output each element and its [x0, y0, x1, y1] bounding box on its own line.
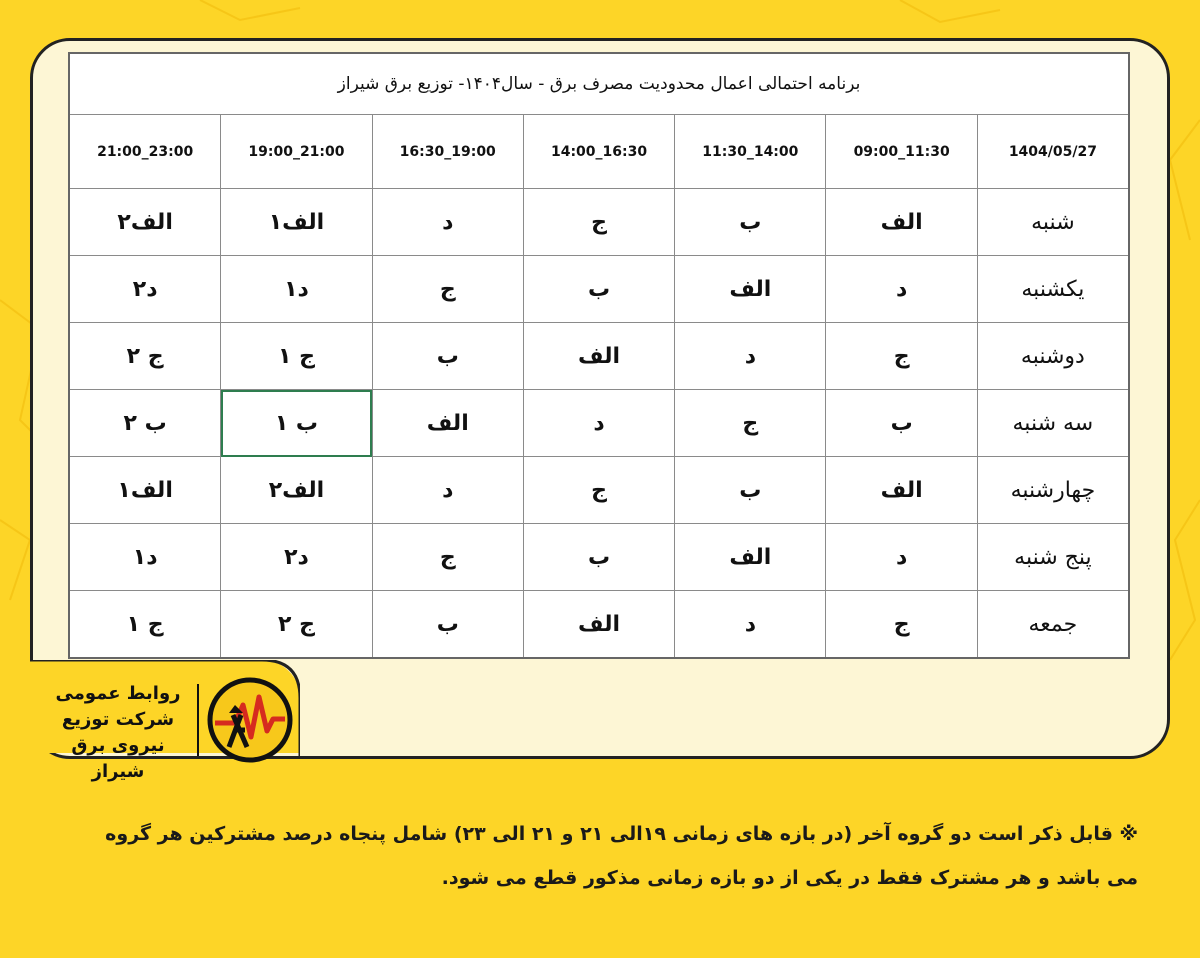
- schedule-cell[interactable]: ب: [675, 457, 826, 524]
- schedule-cell[interactable]: د: [826, 256, 977, 323]
- header-date: 1404/05/27: [977, 115, 1129, 189]
- schedule-cell[interactable]: د: [675, 323, 826, 390]
- footnote: [58, 812, 1138, 900]
- header-time-slot-6: 21:00_23:00: [69, 115, 221, 189]
- schedule-cell[interactable]: ب: [372, 323, 523, 390]
- table-row: [69, 256, 1129, 323]
- table-row: [69, 524, 1129, 591]
- schedule-cell[interactable]: ج: [372, 524, 523, 591]
- table-row: [69, 323, 1129, 390]
- schedule-cell[interactable]: ج ۲: [69, 323, 221, 390]
- selected-schedule-cell[interactable]: ب ۱: [221, 390, 372, 457]
- schedule-cell[interactable]: د۱: [69, 524, 221, 591]
- power-company-logo-icon: [205, 675, 295, 765]
- day-label: یکشنبه: [977, 256, 1129, 323]
- schedule-cell[interactable]: ج: [372, 256, 523, 323]
- schedule-cell[interactable]: ج ۱: [69, 591, 221, 658]
- schedule-cell[interactable]: ب: [523, 256, 674, 323]
- schedule-cell[interactable]: ب: [523, 524, 674, 591]
- schedule-cell[interactable]: ب: [675, 189, 826, 256]
- day-label: پنج شنبه: [977, 524, 1129, 591]
- schedule-cell[interactable]: ج: [826, 591, 977, 658]
- schedule-cell[interactable]: د۲: [69, 256, 221, 323]
- footnote-line-1: ※ قابل ذکر است دو گروه آخر (در بازه های زمانی ۱۹الی ۲۱ و ۲۱ الی ۲۳) شامل پنجاه درصد مشترکین هر گروه: [105, 823, 1138, 845]
- day-label: شنبه: [977, 189, 1129, 256]
- organization-name: [48, 681, 188, 785]
- footnote-line-2: می باشد و هر مشترک فقط در یکی از دو بازه زمانی مذکور قطع می شود.: [441, 867, 1138, 889]
- schedule-cell[interactable]: ب: [372, 591, 523, 658]
- schedule-cell[interactable]: ب ۲: [69, 390, 221, 457]
- header-time-slot-3: 14:00_16:30: [523, 115, 674, 189]
- header-time-slot-4: 16:30_19:00: [372, 115, 523, 189]
- schedule-cell[interactable]: الف۱: [221, 189, 372, 256]
- schedule-cell[interactable]: الف: [826, 189, 977, 256]
- schedule-cell[interactable]: د۲: [221, 524, 372, 591]
- table-row: [69, 591, 1129, 658]
- schedule-cell[interactable]: د: [826, 524, 977, 591]
- schedule-cell[interactable]: ج ۱: [221, 323, 372, 390]
- schedule-cell[interactable]: الف: [523, 323, 674, 390]
- logo-divider: [197, 684, 199, 756]
- schedule-cell[interactable]: الف: [826, 457, 977, 524]
- table-row: [69, 457, 1129, 524]
- schedule-table: [68, 52, 1130, 659]
- schedule-cell[interactable]: د: [372, 457, 523, 524]
- schedule-cell[interactable]: د۱: [221, 256, 372, 323]
- schedule-cell[interactable]: د: [372, 189, 523, 256]
- header-time-slot-1: 09:00_11:30: [826, 115, 977, 189]
- day-label: سه شنبه: [977, 390, 1129, 457]
- schedule-cell[interactable]: الف: [675, 256, 826, 323]
- schedule-cell[interactable]: الف: [523, 591, 674, 658]
- schedule-cell[interactable]: الف۱: [69, 457, 221, 524]
- schedule-cell[interactable]: ج ۲: [221, 591, 372, 658]
- header-time-slot-2: 11:30_14:00: [675, 115, 826, 189]
- schedule-cell[interactable]: ج: [675, 390, 826, 457]
- schedule-cell[interactable]: ب: [826, 390, 977, 457]
- organization-name-line-1: روابط عمومی: [55, 683, 181, 704]
- table-title: برنامه احتمالی اعمال محدودیت مصرف برق - سال۱۴۰۴- توزیع برق شیراز: [69, 53, 1129, 115]
- schedule-cell[interactable]: الف۲: [69, 189, 221, 256]
- schedule-cell[interactable]: الف: [372, 390, 523, 457]
- table-row: [69, 189, 1129, 256]
- schedule-cell[interactable]: ج: [826, 323, 977, 390]
- table-row: [69, 390, 1129, 457]
- organization-name-line-2: شرکت توزیع: [61, 709, 175, 730]
- header-time-slot-5: 19:00_21:00: [221, 115, 372, 189]
- schedule-cell[interactable]: د: [675, 591, 826, 658]
- day-label: دوشنبه: [977, 323, 1129, 390]
- organization-name-line-3: نیروی برق شیراز: [71, 735, 165, 782]
- schedule-cell[interactable]: الف۲: [221, 457, 372, 524]
- schedule-cell[interactable]: ج: [523, 457, 674, 524]
- day-label: چهارشنبه: [977, 457, 1129, 524]
- schedule-cell[interactable]: د: [523, 390, 674, 457]
- schedule-cell[interactable]: الف: [675, 524, 826, 591]
- schedule-cell[interactable]: ج: [523, 189, 674, 256]
- day-label: جمعه: [977, 591, 1129, 658]
